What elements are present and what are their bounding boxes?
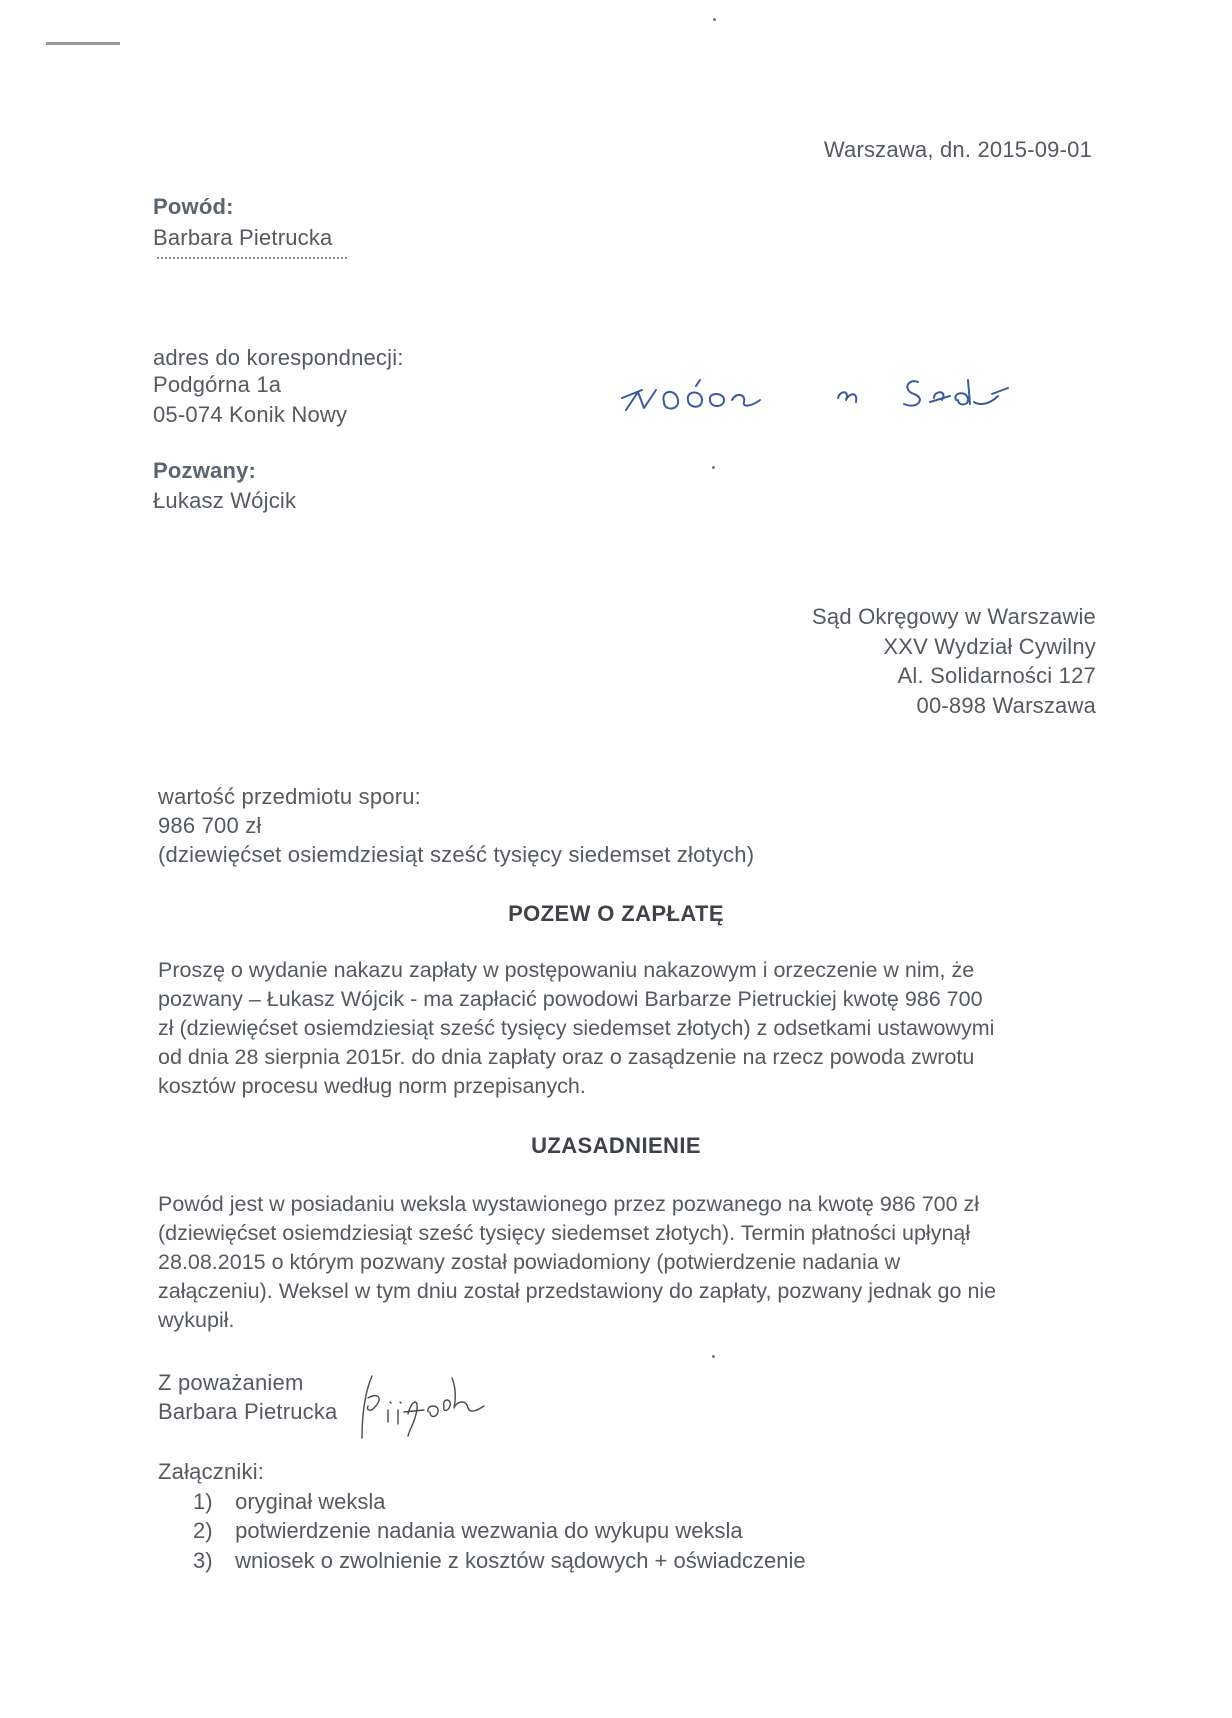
plaintiff-label: Powód: <box>153 194 234 219</box>
attachment-item <box>193 1488 386 1516</box>
attachments-label: Załączniki: <box>158 1459 265 1484</box>
plaintiff-street: Podgórna 1a <box>153 372 282 397</box>
justification-paragraph <box>158 1190 996 1335</box>
justification-title: UZASADNIENIE <box>531 1133 701 1158</box>
claim-paragraph <box>158 956 994 1101</box>
attachment-number: 1) <box>193 1489 213 1514</box>
plaintiff-postal-city: 05-074 Konik Nowy <box>153 402 348 427</box>
scan-speck <box>713 18 716 21</box>
paragraph-line: (dziewięćset osiemdziesiąt sześć tysięcy siedemset złotych). Termin płatności upłynął <box>158 1221 971 1245</box>
dispute-value-amount: 986 700 zł <box>158 813 262 838</box>
paragraph-line: Proszę o wydanie nakazu zapłaty w postępowaniu nakazowym i orzeczenie w nim, że <box>158 958 975 982</box>
attachment-item <box>193 1547 806 1575</box>
claim-title: POZEW O ZAPŁATĘ <box>508 901 724 926</box>
paragraph-line: Powód jest w posiadaniu weksla wystawionego przez pozwanego na kwotę 986 700 zł <box>158 1192 980 1216</box>
scan-mark <box>46 42 120 45</box>
defendant-label: Pozwany: <box>153 458 257 483</box>
handwritten-note <box>612 350 1032 430</box>
correspondence-label: adres do korespondnecji: <box>153 345 404 370</box>
paragraph-line: załączeniu). Weksel w tym dniu został przedstawiony do zapłaty, pozwany jednak go nie <box>158 1279 997 1303</box>
court-name: Sąd Okręgowy w Warszawie <box>812 604 1096 629</box>
closing-regards: Z poważaniem <box>158 1370 304 1395</box>
cut-off-line <box>153 251 353 259</box>
dispute-value-label: wartość przedmiotu sporu: <box>158 784 421 809</box>
attachment-item <box>193 1517 743 1545</box>
court-division: XXV Wydział Cywilny <box>883 634 1096 659</box>
scan-speck <box>712 466 715 469</box>
paragraph-line: zł (dziewięćset osiemdziesiąt sześć tysięcy siedemset złotych) z odsetkami ustawowymi <box>158 1016 995 1040</box>
paragraph-line: kosztów procesu według norm przepisanych. <box>158 1074 586 1098</box>
attachment-number: 2) <box>193 1518 213 1543</box>
scan-speck <box>712 1355 715 1358</box>
attachment-text: potwierdzenie nadania wezwania do wykupu weksla <box>235 1518 743 1543</box>
attachment-number: 3) <box>193 1548 213 1573</box>
attachment-text: oryginał weksla <box>235 1489 386 1514</box>
attachment-text: wniosek o zwolnienie z kosztów sądowych + oświadczenie <box>235 1548 806 1573</box>
defendant-name: Łukasz Wójcik <box>153 488 297 513</box>
paragraph-line: od dnia 28 sierpnia 2015r. do dnia zapłaty oraz o zasądzenie na rzecz powoda zwrotu <box>158 1045 975 1069</box>
court-postal-city: 00-898 Warszawa <box>916 693 1096 718</box>
place-date: Warszawa, dn. 2015-09-01 <box>823 137 1092 162</box>
signature <box>344 1368 504 1448</box>
dispute-value-words: (dziewięćset osiemdziesiąt sześć tysięcy siedemset złotych) <box>158 842 755 867</box>
court-street: Al. Solidarności 127 <box>897 663 1096 688</box>
paragraph-line: wykupił. <box>158 1308 235 1332</box>
closing-name: Barbara Pietrucka <box>158 1399 338 1424</box>
paragraph-line: pozwany – Łukasz Wójcik - ma zapłacić powodowi Barbarze Pietruckiej kwotę 986 700 <box>158 987 983 1011</box>
paragraph-line: 28.08.2015 o którym pozwany został powiadomiony (potwierdzenie nadania w <box>158 1250 901 1274</box>
plaintiff-name: Barbara Pietrucka <box>153 225 333 250</box>
